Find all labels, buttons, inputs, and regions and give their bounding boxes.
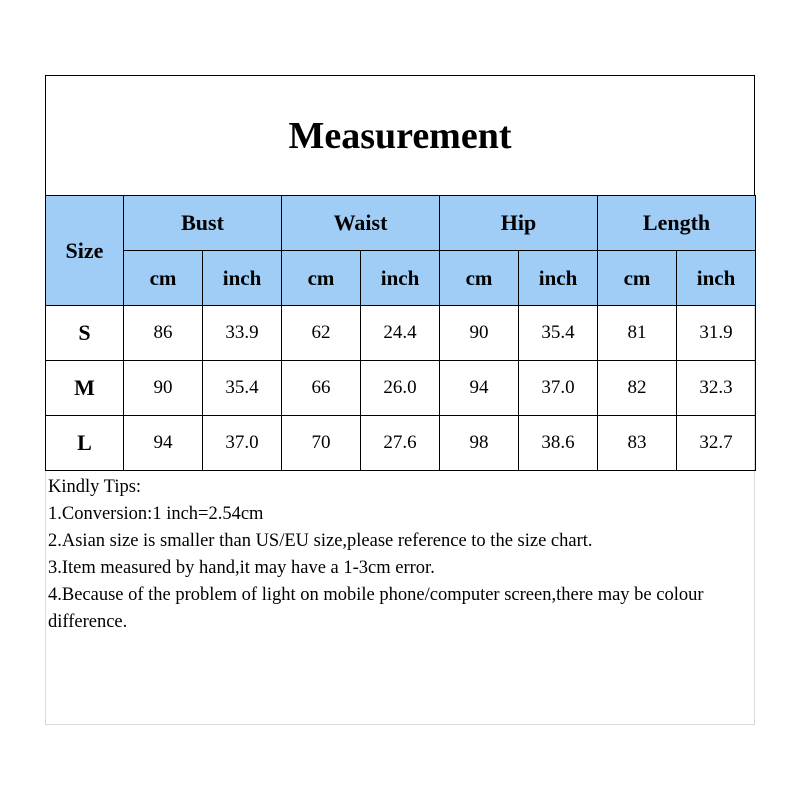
group-header-bust: Bust [124,196,282,251]
kindly-tips [48,474,753,636]
unit-header: cm [440,251,519,306]
tip-item: 4.Because of the problem of light on mobile phone/computer screen,there may be colour difference. [48,585,704,632]
table-row [46,416,756,471]
title-box [45,75,755,195]
size-header: Size [46,196,124,306]
table-cell: 37.0 [519,361,598,416]
table-cell: 24.4 [361,306,440,361]
page-title: Measurement [288,114,512,157]
table-cell: 86 [124,306,203,361]
unit-header: inch [361,251,440,306]
table-cell: 26.0 [361,361,440,416]
group-header-waist: Waist [282,196,440,251]
table-cell: 32.3 [677,361,756,416]
table-cell: 66 [282,361,361,416]
table-cell: 90 [440,306,519,361]
table-cell: 32.7 [677,416,756,471]
group-header-length: Length [598,196,756,251]
table-cell: 62 [282,306,361,361]
size-chart-table [45,195,756,471]
table-cell: 70 [282,416,361,471]
unit-header: cm [124,251,203,306]
table-cell: 33.9 [203,306,282,361]
table-row [46,361,756,416]
table-cell: 37.0 [203,416,282,471]
unit-header: inch [677,251,756,306]
unit-header: cm [282,251,361,306]
table-cell: 35.4 [203,361,282,416]
tips-heading: Kindly Tips: [48,477,142,497]
unit-header-row [46,251,756,306]
table-cell: 90 [124,361,203,416]
table-row [46,306,756,361]
table-cell: 83 [598,416,677,471]
table-cell: 31.9 [677,306,756,361]
table-cell: 27.6 [361,416,440,471]
table-cell: 38.6 [519,416,598,471]
group-header-hip: Hip [440,196,598,251]
table-cell: 94 [124,416,203,471]
unit-header: inch [203,251,282,306]
unit-header: cm [598,251,677,306]
tip-item: 1.Conversion:1 inch=2.54cm [48,504,264,524]
table-cell: 94 [440,361,519,416]
table-cell: 35.4 [519,306,598,361]
unit-header: inch [519,251,598,306]
size-label: L [46,416,124,471]
size-label: M [46,361,124,416]
group-header-row [46,196,756,251]
tip-item: 2.Asian size is smaller than US/EU size,please reference to the size chart. [48,531,593,551]
table-cell: 82 [598,361,677,416]
table-cell: 81 [598,306,677,361]
tip-item: 3.Item measured by hand,it may have a 1-3cm error. [48,558,435,578]
size-label: S [46,306,124,361]
table-cell: 98 [440,416,519,471]
